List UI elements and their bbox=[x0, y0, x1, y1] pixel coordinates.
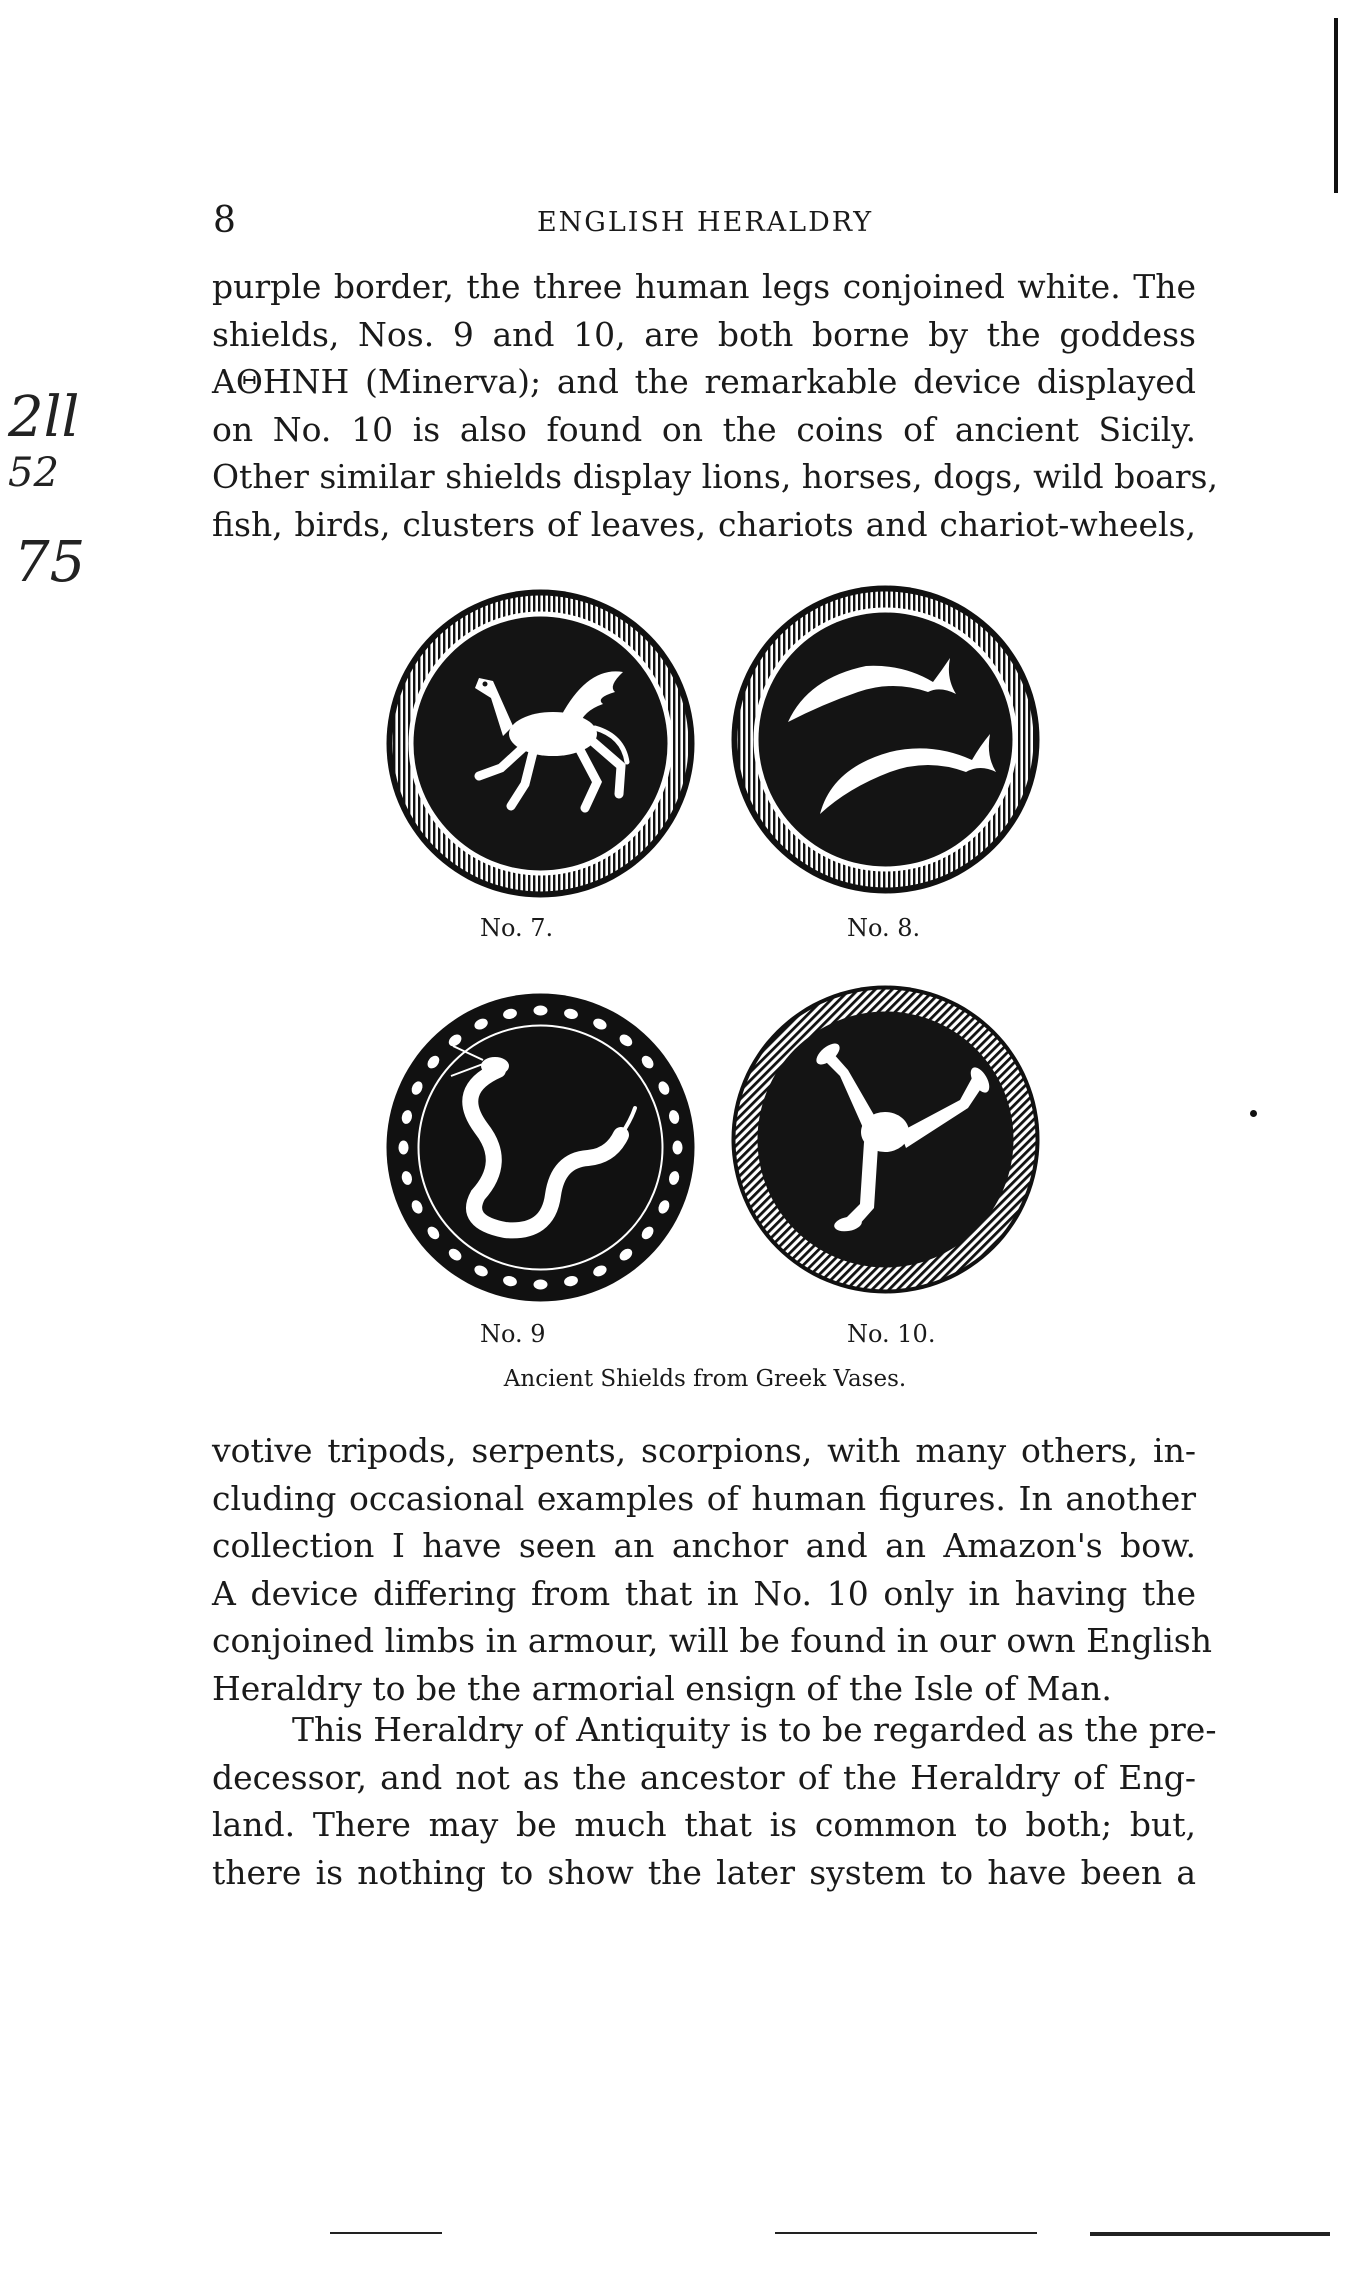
shield-9-label: No. 9 bbox=[480, 1320, 546, 1348]
paragraph-2 bbox=[212, 1427, 1212, 1712]
border-dot bbox=[534, 1280, 548, 1290]
margin-note-3: 75 bbox=[14, 530, 86, 595]
shield-10-label: No. 10. bbox=[847, 1320, 936, 1348]
running-title: ENGLISH HERALDRY bbox=[536, 207, 874, 238]
scan-edge-mark bbox=[1334, 18, 1338, 193]
paragraph-3 bbox=[212, 1706, 1217, 1896]
text-line: conjoined limbs in armour, will be found in our own English bbox=[212, 1621, 1212, 1660]
border-dot bbox=[399, 1141, 409, 1155]
bottom-rule-right bbox=[1090, 2232, 1330, 2236]
scan-dot bbox=[1250, 1110, 1257, 1117]
margin-note-2: 52 bbox=[8, 450, 59, 496]
border-dot bbox=[534, 1006, 548, 1016]
paragraph-1 bbox=[212, 263, 1218, 548]
shield-8-label: No. 8. bbox=[847, 914, 921, 942]
figure-caption: Ancient Shields from Greek Vases. bbox=[503, 1366, 907, 1392]
text-line: decessor, and not as the ancestor of the Heraldry of Eng- bbox=[212, 1757, 1196, 1797]
shield-9-serpent-illustration bbox=[383, 990, 698, 1305]
shield-10-triskelion-illustration bbox=[728, 982, 1043, 1297]
shield-8-dolphins-illustration bbox=[728, 582, 1043, 897]
text-line: purple border, the three human legs conjoined white. The bbox=[212, 267, 1196, 306]
shield-7-label: No. 7. bbox=[480, 914, 554, 942]
text-line: fish, birds, clusters of leaves, chariots and chariot-wheels, bbox=[212, 504, 1196, 544]
border-dot bbox=[673, 1141, 683, 1155]
text-line: votive tripods, serpents, scorpions, with many others, in- bbox=[212, 1431, 1196, 1470]
text-line: Other similar shields display lions, horses, dogs, wild boars, bbox=[212, 457, 1218, 496]
text-line: on No. 10 is also found on the coins of ancient Sicily. bbox=[212, 409, 1196, 449]
text-line: shields, Nos. 9 and 10, are both borne by the goddess bbox=[212, 314, 1196, 354]
text-line: Heraldry to be the armorial ensign of the Isle of Man. bbox=[212, 1668, 1112, 1708]
text-line: ΑΘΗΝΗ (Minerva); and the remarkable device displayed bbox=[212, 362, 1196, 401]
margin-note-1: 2ll bbox=[8, 385, 80, 450]
text-line: cluding occasional examples of human figures. In another bbox=[212, 1478, 1196, 1518]
shield-7-pegasus-illustration bbox=[383, 586, 698, 901]
text-line: This Heraldry of Antiquity is to be regarded as the pre- bbox=[292, 1710, 1217, 1749]
text-line: collection I have seen an anchor and an Amazon's bow. bbox=[212, 1526, 1196, 1565]
bottom-rule-middle bbox=[775, 2232, 1037, 2234]
page-number: 8 bbox=[213, 200, 236, 241]
bottom-rule-left bbox=[330, 2232, 442, 2234]
text-line: there is nothing to show the later system to have been a bbox=[212, 1852, 1196, 1892]
text-line: land. There may be much that is common to both; but, bbox=[212, 1805, 1196, 1844]
text-line: A device differing from that in No. 10 only in having the bbox=[212, 1573, 1196, 1613]
